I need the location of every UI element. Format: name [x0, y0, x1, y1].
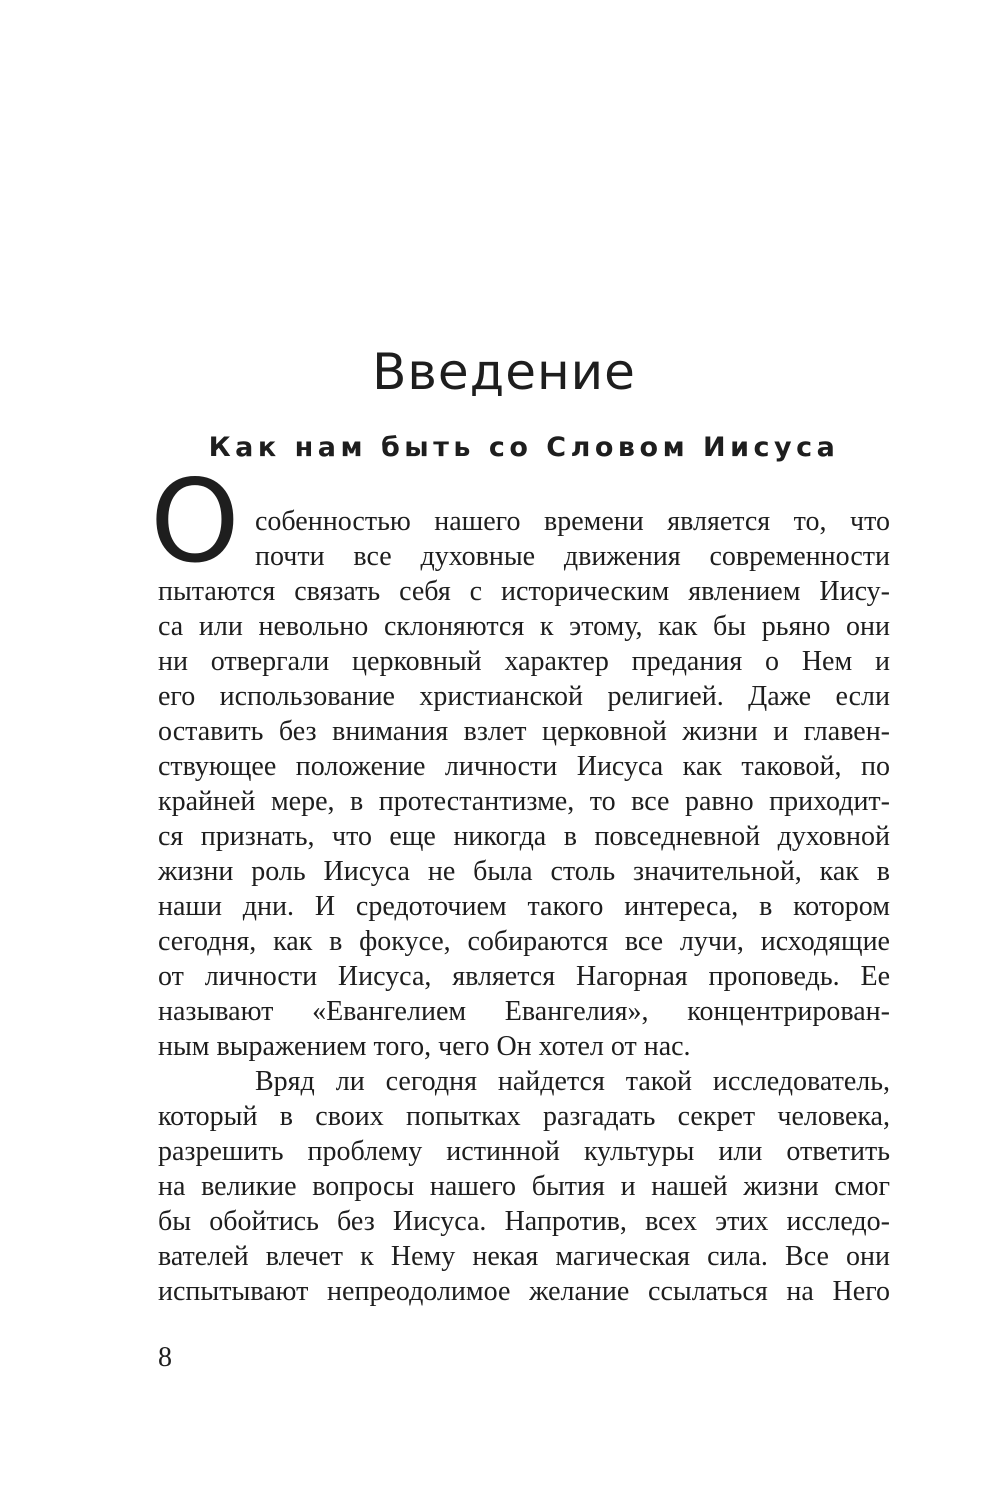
text-line: почти все духовные движения современности [255, 541, 890, 572]
text-line: ся признать, что еще никогда в повседневной духовной [158, 821, 890, 852]
text-line: называют «Евангелием Евангелия», концентрирован- [158, 996, 890, 1027]
text-line: сегодня, как в фокусе, собираются все лучи, исходящие [158, 926, 890, 957]
text-line: разрешить проблему истинной культуры или ответить [158, 1136, 890, 1167]
text-line: Вряд ли сегодня найдется такой исследователь, [255, 1066, 890, 1097]
text-line: оставить без внимания взлет церковной жизни и главен- [158, 716, 890, 747]
text-line: его использование христианской религией. Даже если [158, 681, 890, 712]
text-line: ным выражением того, чего Он хотел от нас. [158, 1031, 691, 1062]
text-line: собенностью нашего времени является то, что [255, 506, 890, 537]
text-line: на великие вопросы нашего бытия и нашей жизни смог [158, 1171, 890, 1202]
text-line: жизни роль Иисуса не была столь значительной, как в [158, 856, 890, 887]
text-line: который в своих попытках разгадать секрет человека, [158, 1101, 890, 1132]
chapter-subtitle: Как нам быть со Словом Иисуса [208, 432, 840, 463]
text-line: са или невольно склоняются к этому, как бы рьяно они [158, 611, 890, 642]
text-line: пытаются связать себя с историческим явлением Иису- [158, 576, 890, 607]
text-line: ни отвергали церковный характер предания о Нем и [158, 646, 890, 677]
text-line: испытывают непреодолимое желание ссылаться на Него [158, 1276, 890, 1307]
page-number: 8 [158, 1342, 172, 1373]
drop-cap-letter: О [150, 455, 240, 588]
text-line: наши дни. И средоточием такого интереса, в котором [158, 891, 890, 922]
chapter-title: Введение [372, 343, 636, 401]
text-line: крайней мере, в протестантизме, то все равно приходит- [158, 786, 890, 817]
text-line: вателей влечет к Нему некая магическая сила. Все они [158, 1241, 890, 1272]
text-line: бы обойтись без Иисуса. Напротив, всех этих исследо- [158, 1206, 890, 1237]
text-line: ствующее положение личности Иисуса как таковой, по [158, 751, 890, 782]
text-line: от личности Иисуса, является Нагорная проповедь. Ее [158, 961, 890, 992]
